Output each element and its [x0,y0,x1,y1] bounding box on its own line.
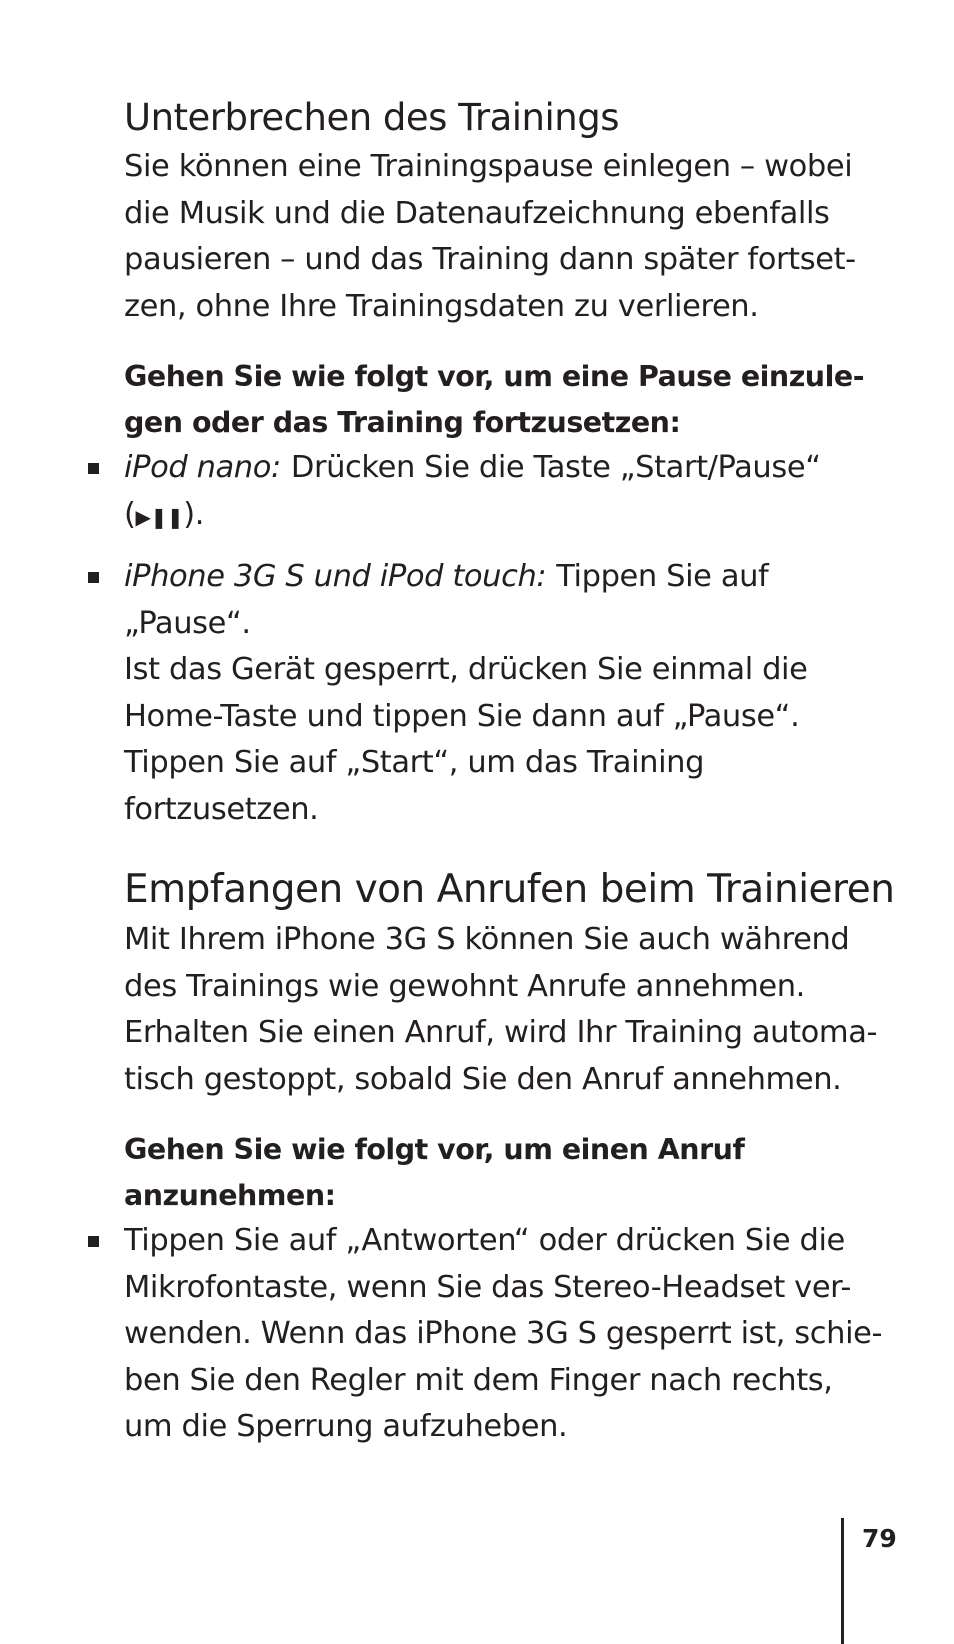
section-heading-pause: Unterbrechen des Trainings [124,96,619,139]
bullet-square-icon [88,1236,99,1247]
bullet-square-icon [88,572,99,583]
instruction-pause: Gehen Sie wie folgt vor, um eine Pause einzule- gen oder das Training fortzusetzen: [124,360,865,439]
page-content [124,92,904,1451]
page-number-rule [841,1518,844,1644]
paragraph-calls-intro: Mit Ihrem iPhone 3G S können Sie auch während des Trainings wie gewohnt Anrufe annehmen. Erhalten Sie einen Anruf, wird Ihr Training automa- tisch gestoppt, sobald Sie den Anruf annehmen. [124,922,878,1097]
list-item-ipod-nano: iPod nano: Drücken Sie die Taste „Start/Pause“ (▶❚❚). [124,445,904,540]
bullet-square-icon [88,463,99,474]
section-heading-calls: Empfangen von Anrufen beim Trainieren [124,867,895,912]
instruction-calls: Gehen Sie wie folgt vor, um einen Anruf anzunehmen: [124,1133,745,1212]
play-pause-icon: ▶❚❚ [135,504,184,529]
list-item-answer-call: Tippen Sie auf „Antworten“ oder drücken Sie die Mikrofontaste, wenn Sie das Stereo-Headset ver- wenden. Wenn das iPhone 3G S gesperrt ist, schie- ben Sie den Regler mit dem Finger nach rechts, um die Sperrung aufzuheben. [124,1218,904,1451]
paragraph-pause-intro: Sie können eine Trainingspause einlegen – wobei die Musik und die Datenaufzeichnung ebenfalls pausieren – und das Training dann später fortset- zen, ohne Ihre Trainingsdaten zu verlieren. [124,149,856,324]
list-item-iphone-ipod-touch: iPhone 3G S und iPod touch: Tippen Sie auf „Pause“. Ist das Gerät gesperrt, drücken Sie einmal die Home-Taste und tippen Sie dann auf „Pause“. Tippen Sie auf „Start“, um das Training fortzusetzen. [124,554,904,833]
page-number: 79 [862,1524,897,1553]
